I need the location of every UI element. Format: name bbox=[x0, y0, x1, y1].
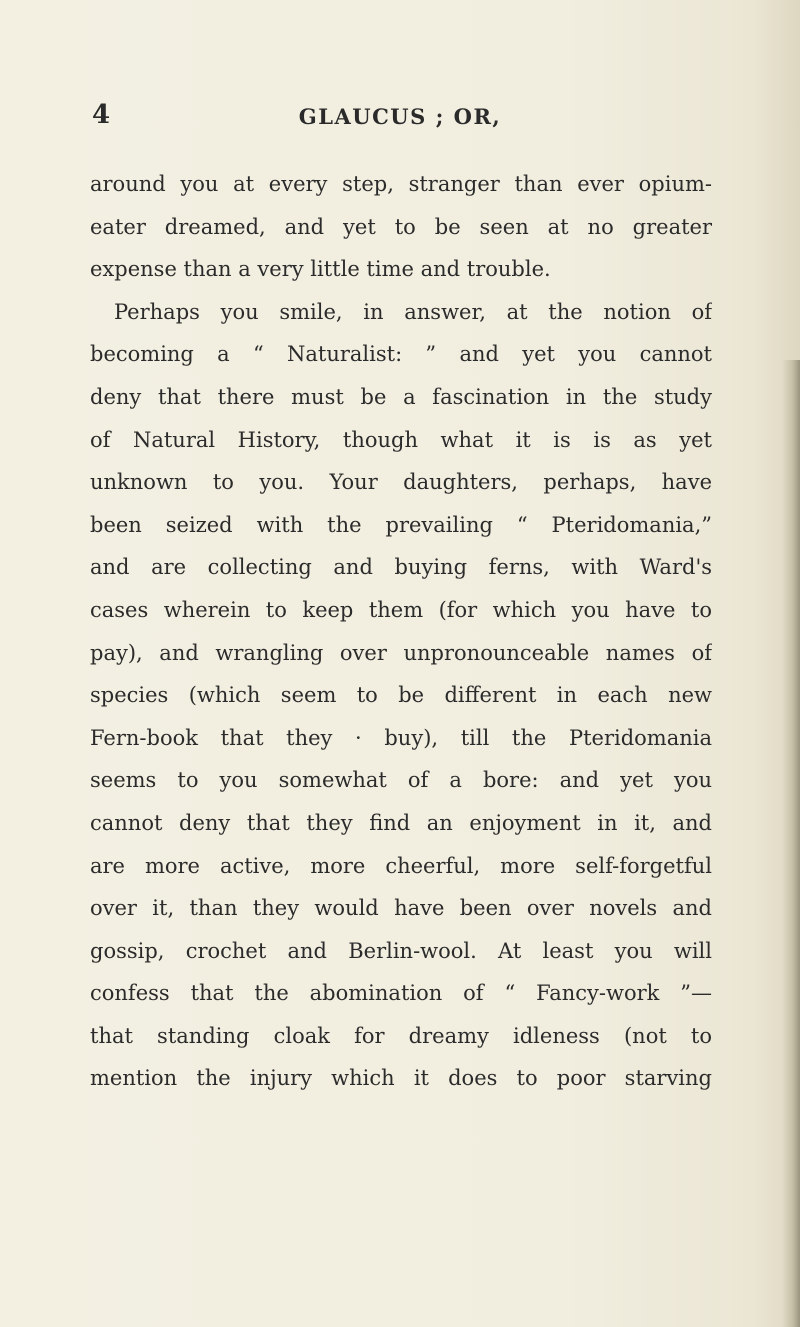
page-header bbox=[0, 100, 800, 140]
text-line: becoming a “ Naturalist: ” and yet you cannot bbox=[90, 342, 712, 367]
text-line: pay), and wrangling over unpronounceable names of bbox=[90, 640, 712, 665]
text-line: seems to you somewhat of a bore: and yet you bbox=[90, 768, 712, 793]
text-line: expense than a very little time and trouble. bbox=[90, 257, 551, 282]
text-line: are more active, more cheerful, more self-forgetful bbox=[90, 853, 712, 878]
text-line: Perhaps you smile, in answer, at the notion of bbox=[114, 299, 712, 324]
text-line: deny that there must be a fascination in the study bbox=[90, 384, 712, 409]
text-line: mention the injury which it does to poor starving bbox=[90, 1066, 712, 1091]
text-line: unknown to you. Your daughters, perhaps, have bbox=[90, 470, 712, 495]
text-line: been seized with the prevailing “ Pteridomania,” bbox=[90, 512, 712, 537]
text-line: around you at every step, stranger than ever opium- bbox=[90, 172, 712, 196]
text-line: and are collecting and buying ferns, with Ward's bbox=[90, 555, 712, 580]
running-head: GLAUCUS ; OR, bbox=[298, 104, 502, 129]
text-line: gossip, crochet and Berlin-wool. At least you will bbox=[90, 938, 712, 963]
text-line: confess that the abomination of “ Fancy-work ”— bbox=[90, 981, 712, 1006]
page-edge-shadow bbox=[782, 360, 800, 1327]
text-line: species (which seem to be different in each new bbox=[90, 683, 712, 708]
body-text bbox=[90, 163, 712, 1100]
text-line: cannot deny that they find an enjoyment in it, and bbox=[90, 810, 712, 835]
text-line: cases wherein to keep them (for which you have to bbox=[90, 597, 712, 622]
text-line: over it, than they would have been over novels and bbox=[90, 896, 712, 921]
text-line: of Natural History, though what it is is as yet bbox=[90, 427, 712, 452]
text-line: that standing cloak for dreamy idleness (not to bbox=[90, 1023, 712, 1048]
text-line: Fern-book that they · buy), till the Pteridomania bbox=[90, 725, 712, 750]
page-number: 4 bbox=[92, 100, 111, 130]
text-line: eater dreamed, and yet to be seen at no greater bbox=[90, 214, 712, 239]
